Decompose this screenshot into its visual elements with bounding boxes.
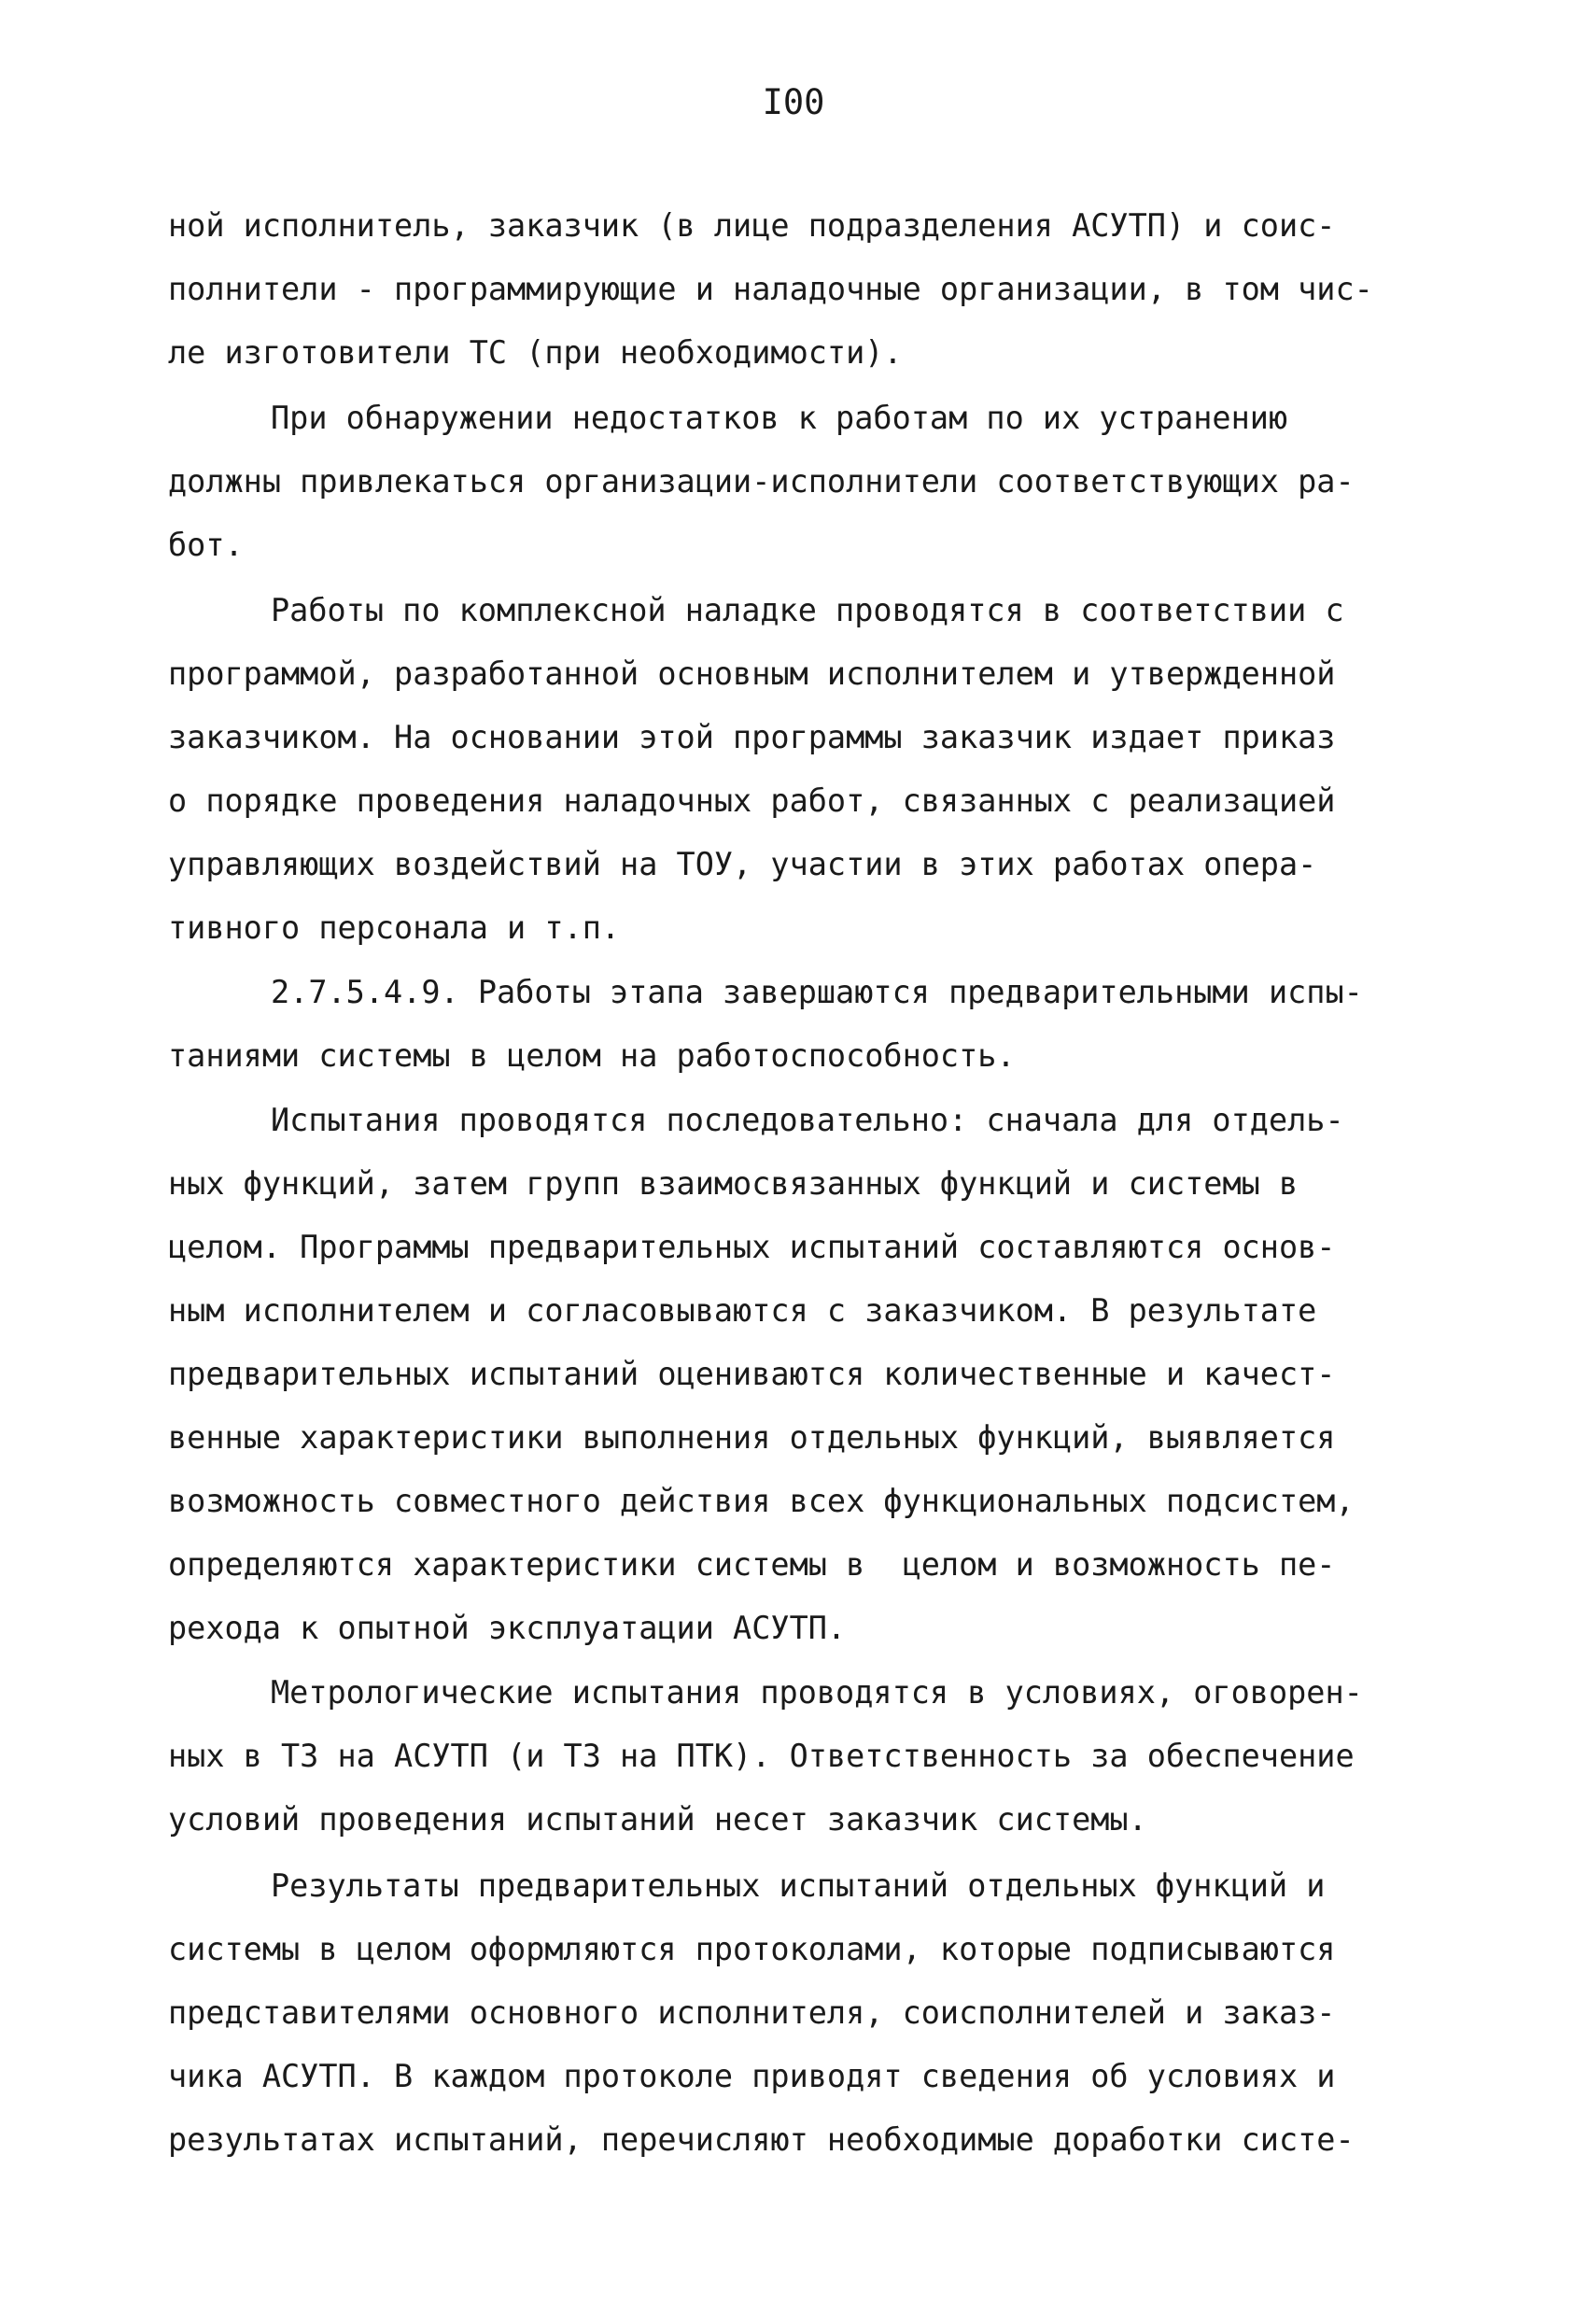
text-line: полнители - программирующие и наладочные организации, в том чис-: [168, 271, 1373, 307]
text-line: ным исполнителем и согласовываются с заказчиком. В результате: [168, 1292, 1317, 1329]
text-line: возможность совместного действия всех функциональных подсистем,: [168, 1483, 1355, 1519]
text-line: условий проведения испытаний несет заказчик системы.: [168, 1801, 1147, 1838]
text-line: ной исполнитель, заказчик (в лице подразделения АСУТП) и соис-: [168, 207, 1336, 244]
paragraph-first-line: Метрологические испытания проводятся в условиях, оговорен-: [271, 1674, 1363, 1711]
text-line: системы в целом оформляются протоколами, которые подписываются: [168, 1931, 1336, 1967]
text-line: программой, разработанной основным исполнителем и утвержденной: [168, 655, 1336, 692]
text-line: ных в ТЗ на АСУТП (и ТЗ на ПТК). Ответственность за обеспечение: [168, 1738, 1355, 1774]
section-number-line: 2.7.5.4.9. Работы этапа завершаются предварительными испы-: [271, 974, 1363, 1010]
text-line: ных функций, затем групп взаимосвязанных функций и системы в: [168, 1165, 1299, 1202]
text-line: о порядке проведения наладочных работ, связанных с реализацией: [168, 782, 1336, 819]
paragraph-first-line: Испытания проводятся последовательно: сначала для отдель-: [271, 1102, 1344, 1138]
text-line: результатах испытаний, перечисляют необходимые доработки систе-: [168, 2121, 1355, 2158]
text-line: предварительных испытаний оцениваются количественные и качест-: [168, 1356, 1336, 1392]
text-line: рехода к опытной эксплуатации АСУТП.: [168, 1610, 847, 1646]
text-line: ле изготовители ТС (при необходимости).: [168, 334, 903, 371]
text-line: должны привлекаться организации-исполнители соответствующих ра-: [168, 463, 1355, 500]
text-line: таниями системы в целом на работоспособность.: [168, 1037, 1016, 1074]
paragraph-first-line: Результаты предварительных испытаний отдельных функций и: [271, 1867, 1326, 1904]
text-line: определяются характеристики системы в целом и возможность пе-: [168, 1546, 1336, 1583]
text-line: тивного персонала и т.п.: [168, 909, 621, 946]
text-line: представителями основного исполнителя, соисполнителей и заказ-: [168, 1994, 1336, 2031]
paragraph-first-line: Работы по комплексной наладке проводятся в соответствии с: [271, 592, 1344, 628]
text-line: чика АСУТП. В каждом протоколе приводят сведения об условиях и: [168, 2058, 1336, 2094]
text-line: венные характеристики выполнения отдельных функций, выявляется: [168, 1419, 1336, 1456]
text-line: бот.: [168, 527, 244, 563]
page-number: I00: [762, 82, 825, 122]
paragraph-first-line: При обнаружении недостатков к работам по их устранению: [271, 400, 1288, 436]
text-line: заказчиком. На основании этой программы заказчик издает приказ: [168, 719, 1336, 755]
text-line: управляющих воздействий на ТОУ, участии в этих работах опера-: [168, 846, 1317, 882]
text-line: целом. Программы предварительных испытаний составляются основ-: [168, 1229, 1336, 1265]
